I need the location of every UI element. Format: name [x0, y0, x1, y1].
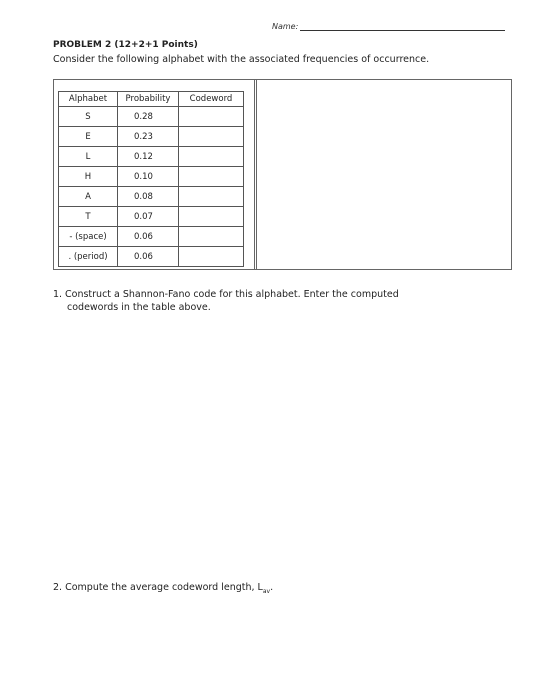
probability-cell: 0.07 [118, 207, 179, 227]
probability-cell: 0.06 [118, 247, 179, 267]
codeword-cell[interactable] [179, 227, 244, 247]
probability-cell: 0.10 [118, 167, 179, 187]
question-1-number: 1. [53, 289, 63, 300]
table-row [59, 227, 244, 247]
table-header-row [59, 92, 244, 107]
table-row [59, 207, 244, 227]
codeword-cell[interactable] [179, 167, 244, 187]
table-row [59, 167, 244, 187]
question-2-text: 2. Compute the average codeword length, L [53, 582, 263, 593]
name-blank-line[interactable] [300, 23, 505, 31]
symbol-cell: H [59, 167, 118, 187]
question-2-end: . [270, 582, 274, 593]
symbol-cell: A [59, 187, 118, 207]
question-1 [53, 288, 473, 314]
codeword-cell[interactable] [179, 187, 244, 207]
frequency-table [58, 91, 244, 267]
symbol-cell: - (space) [59, 227, 118, 247]
probability-cell: 0.06 [118, 227, 179, 247]
symbol-cell: . (period) [59, 247, 118, 267]
header-codeword: Codeword [179, 92, 244, 107]
question-2-subscript: av [262, 587, 271, 595]
header-alphabet: Alphabet [59, 92, 118, 107]
probability-cell: 0.08 [118, 187, 179, 207]
codeword-cell[interactable] [179, 127, 244, 147]
probability-cell: 0.23 [118, 127, 179, 147]
symbol-cell: E [59, 127, 118, 147]
table-row [59, 247, 244, 267]
codeword-cell[interactable] [179, 207, 244, 227]
question-2 [53, 582, 273, 595]
name-label: Name: [272, 22, 299, 31]
symbol-cell: S [59, 107, 118, 127]
table-row [59, 187, 244, 207]
codeword-cell[interactable] [179, 147, 244, 167]
question-1-line-1: Construct a Shannon-Fano code for this alphabet. Enter the computed [65, 289, 399, 300]
probability-cell: 0.28 [118, 107, 179, 127]
question-1-line-2: codewords in the table above. [67, 302, 211, 313]
codeword-cell[interactable] [179, 247, 244, 267]
symbol-cell: L [59, 147, 118, 167]
symbol-cell: T [59, 207, 118, 227]
problem-intro: Consider the following alphabet with the associated frequencies of occurrence. [53, 54, 430, 65]
problem-title: PROBLEM 2 (12+2+1 Points) [53, 40, 198, 50]
answer-box-divider [254, 79, 257, 270]
table-row [59, 127, 244, 147]
codeword-cell[interactable] [179, 107, 244, 127]
table-row [59, 107, 244, 127]
name-field[interactable] [272, 22, 505, 31]
table-row [59, 147, 244, 167]
probability-cell: 0.12 [118, 147, 179, 167]
header-probability: Probability [118, 92, 179, 107]
